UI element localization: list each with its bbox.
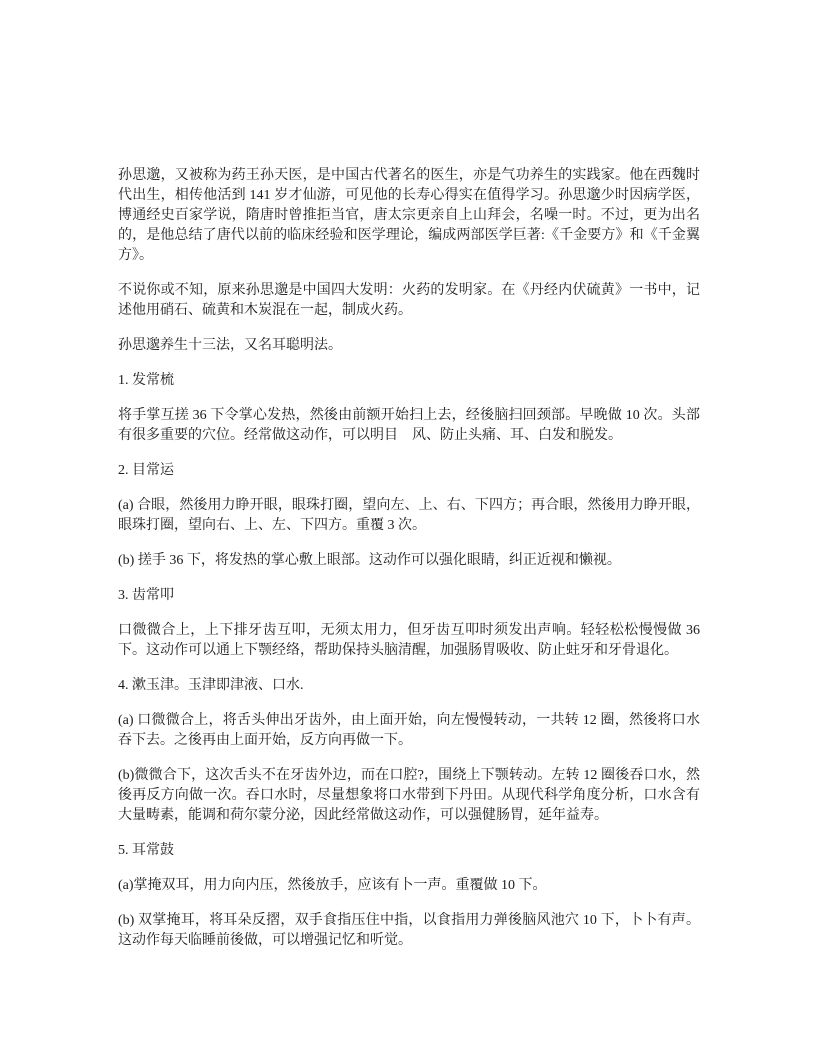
section-5-paragraph-a: (a)掌掩双耳，用力向内压，然後放手，应该有卜一声。重覆做 10 下。	[118, 878, 547, 893]
section-heading-3: 3. 齿常叩	[118, 588, 174, 603]
section-5-paragraph-b: (b) 双掌掩耳，将耳朵反摺，双手食指压住中指，以食指用力弹後脑风池穴 10 下，卜卜有声。这动作每天临睡前後做，可以增强记忆和听觉。	[118, 913, 700, 948]
section-heading-5: 5. 耳常鼓	[118, 843, 174, 858]
section-teeth-tapping	[118, 586, 700, 661]
section-saliva-swishing	[118, 676, 700, 826]
section-heading-1: 1. 发常梳	[118, 373, 174, 388]
intro-paragraph-3: 孙思邈养生十三法，又名耳聪明法。	[118, 338, 342, 353]
section-1-paragraph-1: 将手掌互搓 36 下令掌心发热，然後由前额开始扫上去，经後脑扫回颈部。早晚做 10 次。头部有很多重要的穴位。经常做这动作，可以明目 风、防止头痛、耳、白发和脱发。	[118, 408, 700, 443]
section-ear-drumming	[118, 841, 700, 951]
section-2-paragraph-a: (a) 合眼，然後用力睁开眼，眼珠打圈，望向左、上、右、下四方；再合眼，然後用力睁开眼，眼珠打圈，望向右、上、左、下四方。重覆 3 次。	[118, 498, 700, 533]
section-2-paragraph-b: (b) 搓手 36 下，将发热的掌心敷上眼部。这动作可以强化眼睛，纠正近视和懒视。	[118, 553, 621, 568]
section-hair-combing	[118, 371, 700, 446]
section-4-paragraph-a: (a) 口微微合上，将舌头伸出牙齿外，由上面开始，向左慢慢转动，一共转 12 圈，然後将口水吞下去。之後再由上面开始，反方向再做一下。	[118, 713, 700, 748]
section-3-paragraph-1: 口微微合上，上下排牙齿互叩，无须太用力，但牙齿互叩时须发出声响。轻轻松松慢慢做 36 下。这动作可以通上下颚经络，帮助保持头脑清醒，加强肠胃吸收、防止蛀牙和牙骨退化。	[118, 623, 700, 658]
section-4-paragraph-b: (b)微微合下，这次舌头不在牙齿外边，而在口腔?，围绕上下颚转动。左转 12 圈後吞口水，然後再反方向做一次。吞口水时，尽量想象将口水带到下丹田。从现代科学角度分析，口水含有大量畴素，能调和荷尔蒙分泌，因此经常做这动作，可以强健肠胃，延年益寿。	[118, 768, 700, 823]
section-heading-2: 2. 目常运	[118, 463, 174, 478]
intro-paragraph-1: 孙思邈，又被称为药王孙天医，是中国古代著名的医生，亦是气功养生的实践家。他在西魏时代出生，相传他活到 141 岁才仙游，可见他的长寿心得实在值得学习。孙思邈少时因病学医，博通经史百家学说，隋唐时曾推拒当官，唐太宗更亲自上山拜会，名噪一时。不过，更为出名的，是他总结了唐代以前的临床经验和医学理论，编成两部医学巨著:《千金要方》和《千金翼方》。	[118, 168, 700, 263]
intro-paragraph-2: 不说你或不知，原来孙思邈是中国四大发明：火药的发明家。在《丹经内伏硫黄》一书中，记述他用硝石、硫黄和木炭混在一起，制成火药。	[118, 283, 700, 318]
section-heading-4: 4. 漱玉津。玉津即津液、口水.	[118, 678, 304, 693]
section-eye-exercise	[118, 461, 700, 571]
